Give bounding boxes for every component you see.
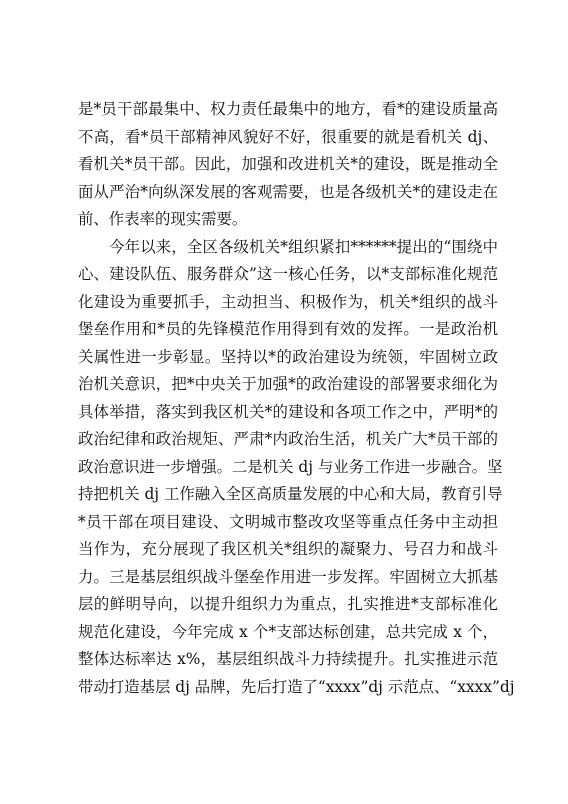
text-line: 堡垒作用和*员的先锋模范作用得到有效的发挥。一是政治机 — [78, 320, 498, 338]
text-line: 整体达标率达 x%，基层组织战斗力持续提升。扎实推进示范 — [78, 650, 498, 668]
text-line: 前、作表率的现实需要。 — [78, 210, 248, 228]
text-line: 持把机关 dj 工作融入全区高质量发展的中心和大局，教育引导 — [78, 485, 503, 503]
body-text — [78, 96, 515, 701]
text-line: 心、建设队伍、服务群众”这一核心任务，以*支部标准化规范 — [78, 265, 498, 283]
text-line: 当作为，充分展现了我区机关*组织的凝聚力、号召力和战斗 — [78, 540, 498, 558]
text-line: 带动打造基层 dj 品牌，先后打造了“xxxx”dj 示范点、“xxxx”dj — [78, 677, 515, 696]
text-line: 面从严治*向纵深发展的客观需要，也是各级机关*的建设走在 — [78, 182, 498, 201]
text-line: 政治纪律和政治规矩、严肃*内政治生活，机关广大*员干部的 — [78, 430, 498, 448]
text-line: 层的鲜明导向，以提升组织力为重点，扎实推进*支部标准化 — [78, 595, 498, 613]
text-line: 具体举措，落实到我区机关*的建设和各项工作之中，严明*的 — [78, 402, 498, 421]
text-line: 关属性进一步彰显。坚持以*的政治建设为统领，牢固树立政 — [78, 347, 498, 366]
text-line: 力。三是基层组织战斗堡垒作用进一步发挥。牢固树立大抓基 — [78, 567, 498, 586]
text-line: 今年以来，全区各级机关*组织紧扣******提出的“围绕中 — [78, 237, 498, 256]
text-line: 规范化建设，今年完成 x 个*支部达标创建，总共完成 x 个， — [78, 622, 498, 641]
text-line: 政治意识进一步增强。二是机关 dj 与业务工作进一步融合。坚 — [78, 457, 503, 476]
text-line: 看机关*员干部。因此，加强和改进机关*的建设，既是推动全 — [78, 155, 498, 173]
text-line: 治机关意识，把*中央关于加强*的政治建设的部署要求细化为 — [78, 375, 498, 393]
text-line: 不高，看*员干部精神风貌好不好，很重要的就是看机关 dj、 — [78, 127, 498, 146]
text-line: 化建设为重要抓手，主动担当、积极作为，机关*组织的战斗 — [78, 292, 498, 311]
text-line: *员干部在项目建设、文明城市整改攻坚等重点任务中主动担 — [78, 512, 498, 531]
text-line: 是*员干部最集中、权力责任最集中的地方，看*的建设质量高 — [78, 100, 498, 118]
